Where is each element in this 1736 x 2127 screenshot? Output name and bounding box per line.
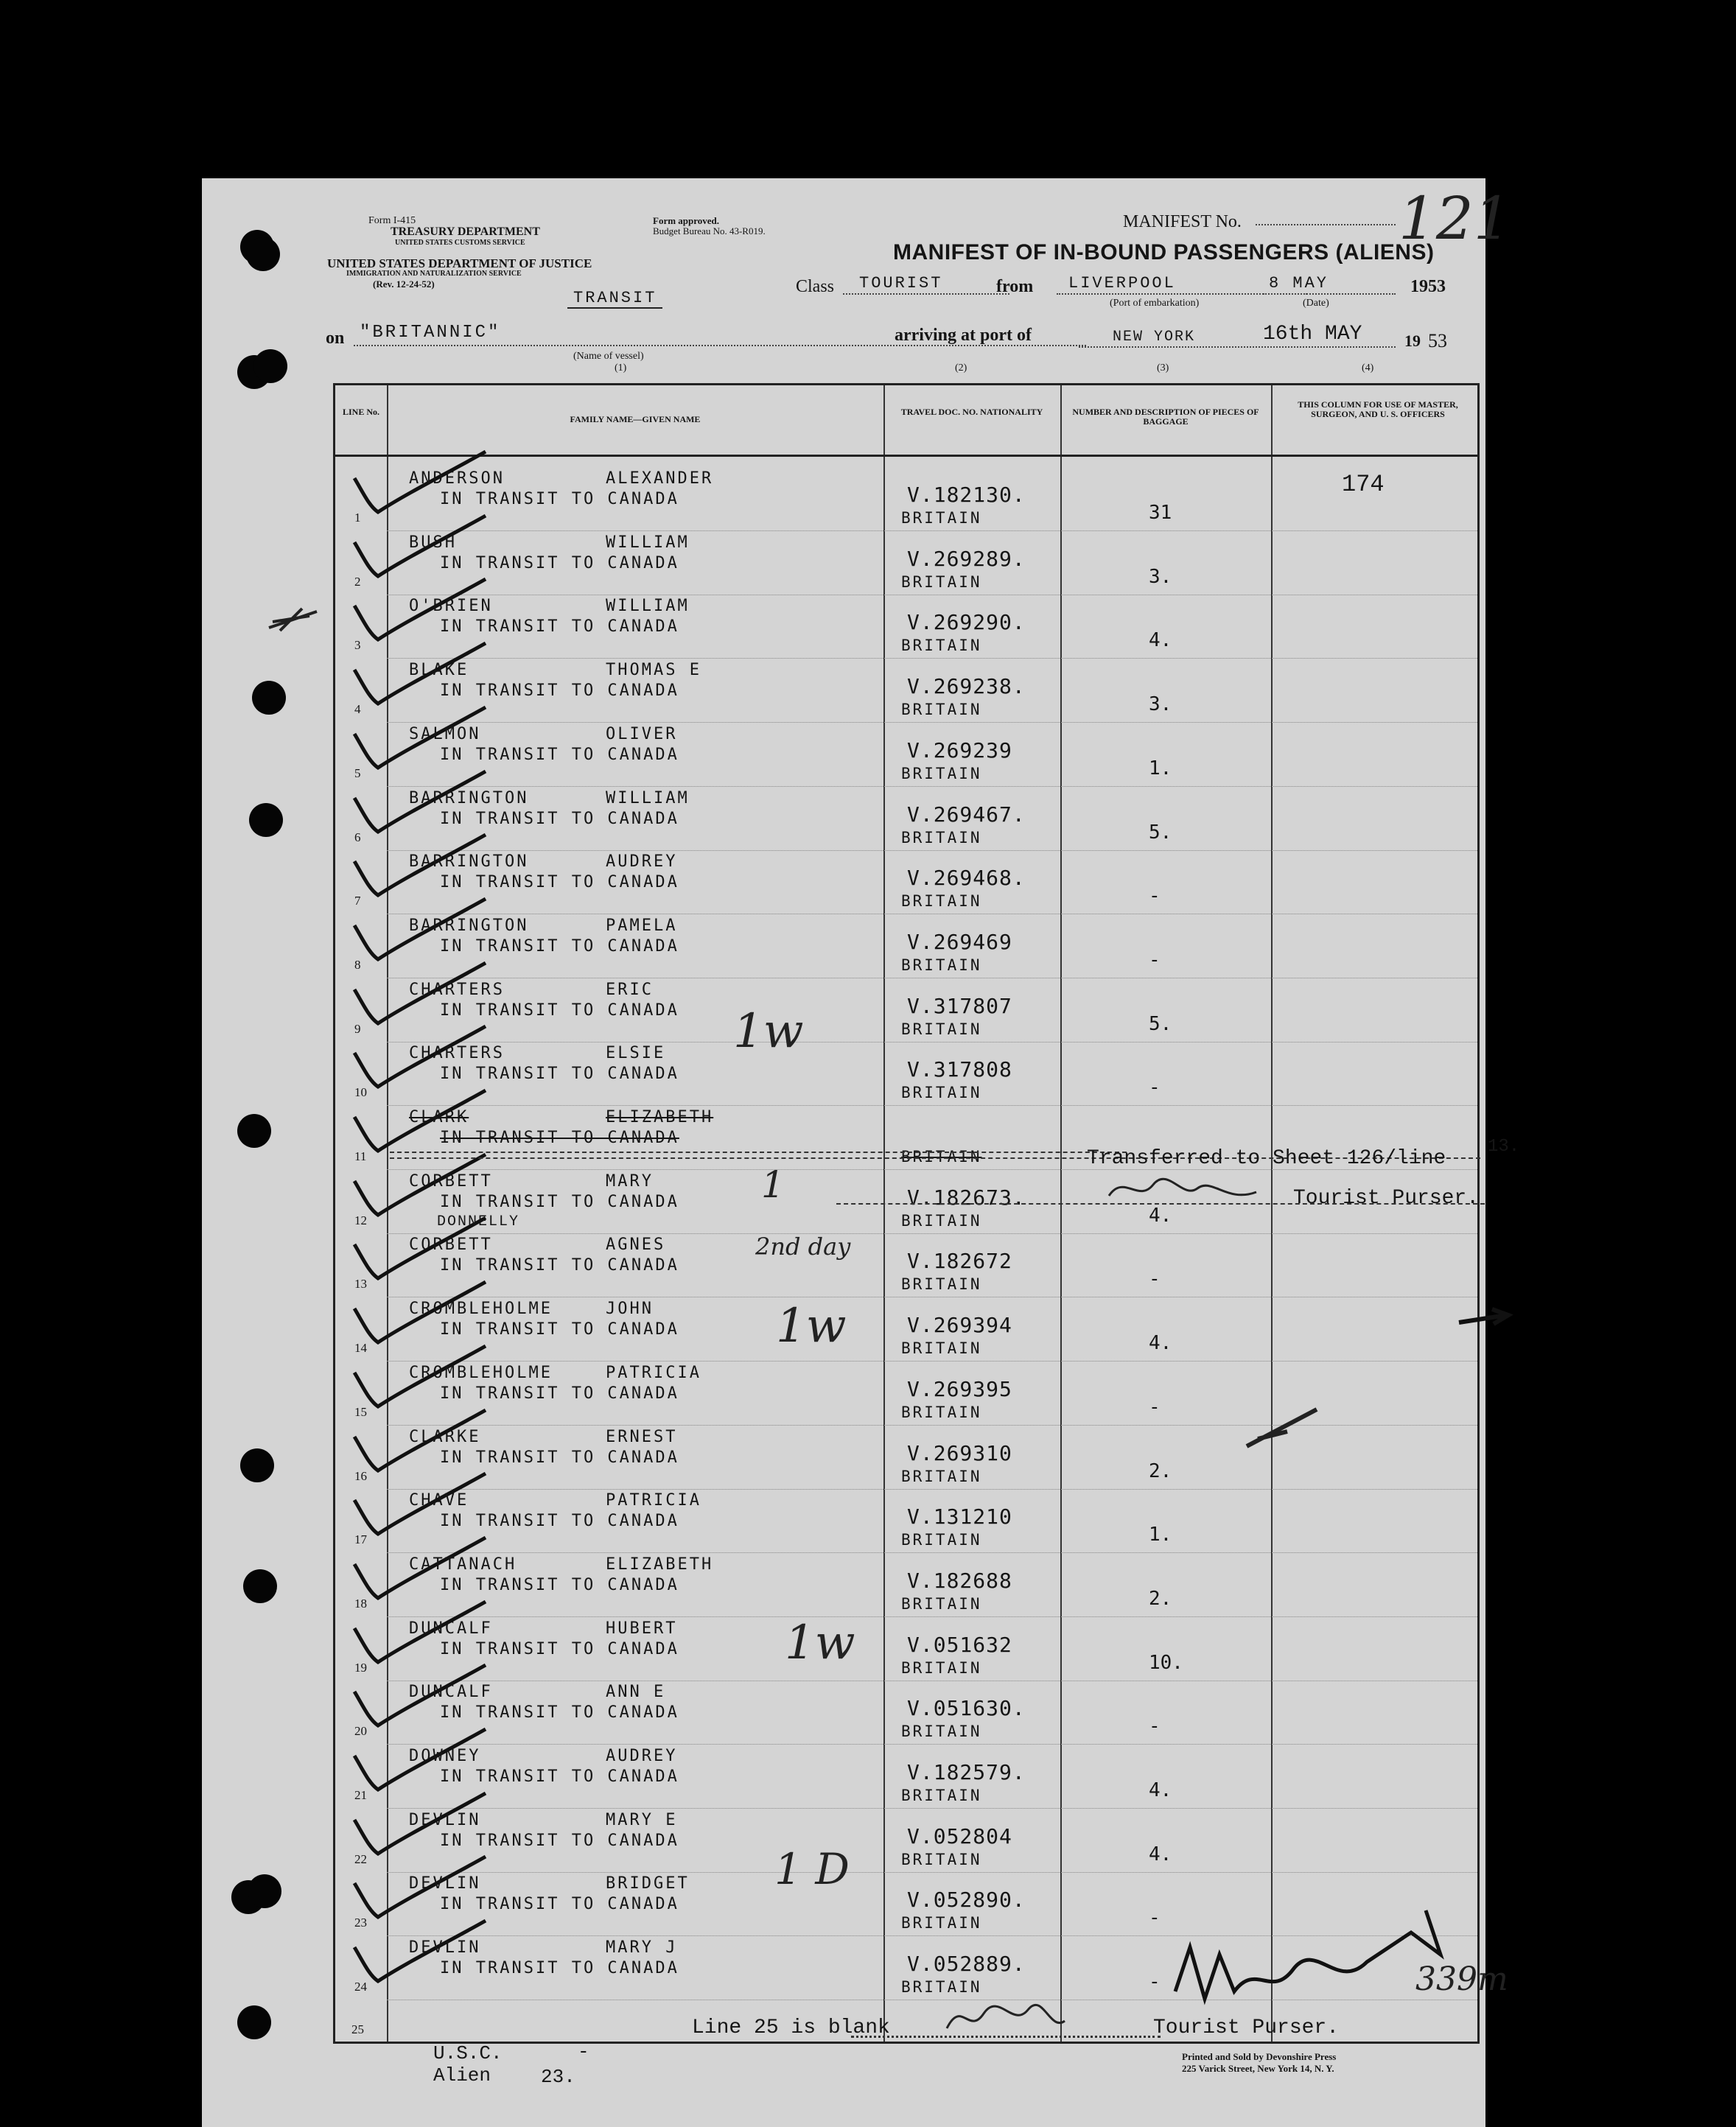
transit-note: IN TRANSIT TO CANADA [440, 490, 679, 508]
travel-doc-number: V.269238. [907, 674, 1026, 699]
table-row [335, 915, 1477, 978]
line-number: 24 [354, 1980, 367, 1994]
given-name: MARY [606, 1171, 654, 1191]
given-name: WILLIAM [606, 597, 690, 616]
nationality: BRITAIN [901, 1723, 982, 1741]
binder-hole [252, 681, 286, 715]
table-row [335, 1490, 1477, 1553]
travel-doc-number: V.269469 [907, 929, 1012, 954]
line-number: 15 [354, 1404, 367, 1419]
table-row [335, 659, 1477, 723]
nationality: BRITAIN [901, 572, 982, 591]
line-25-number: 25 [351, 2022, 364, 2036]
baggage-count: 5. [1149, 821, 1172, 844]
transit-note: IN TRANSIT TO CANADA [440, 1320, 679, 1339]
family-name: DUNCALF [409, 1683, 493, 1702]
class-label: Class [796, 277, 835, 296]
justice-dept: UNITED STATES DEPARTMENT OF JUSTICE [327, 256, 592, 270]
baggage-count: 4. [1149, 1204, 1172, 1227]
travel-doc-number: V.269394 [907, 1313, 1012, 1338]
table-row [335, 1554, 1477, 1617]
transit-note: IN TRANSIT TO CANADA [440, 873, 679, 892]
usc-value: - [578, 2041, 589, 2063]
arriving-label: arriving at port of [895, 326, 1032, 345]
travel-doc-number: V.131210 [907, 1504, 1012, 1529]
transit-note: IN TRANSIT TO CANADA [440, 1065, 679, 1084]
vessel-name: "BRITANNIC" [360, 323, 501, 343]
purser-signature-icon [1102, 1166, 1264, 1210]
nationality: BRITAIN [901, 1211, 982, 1230]
column-2-caption: (2) [955, 362, 967, 374]
travel-doc-number: V.269468. [907, 866, 1026, 891]
table-row [335, 468, 1477, 531]
transit-note: IN TRANSIT TO CANADA [440, 1703, 679, 1723]
alien-label: Alien [433, 2064, 491, 2086]
nationality: BRITAIN [901, 828, 982, 847]
correction-donnelly: DONNELLY [437, 1213, 520, 1230]
baggage-count: 2. [1149, 1587, 1172, 1610]
header-line-no: LINE No. [342, 407, 379, 417]
transit-note: IN TRANSIT TO CANADA [440, 1895, 679, 1914]
family-name: DUNCALF [409, 1619, 493, 1638]
line-number: 1 [354, 511, 361, 525]
family-name: O'BRIEN [409, 597, 493, 616]
manifest-label: MANIFEST No. [1123, 212, 1242, 231]
line-number: 21 [354, 1788, 367, 1802]
nationality: BRITAIN [901, 637, 982, 655]
table-row [335, 595, 1477, 659]
hw-note-line-13: 2nd day [755, 1233, 851, 1261]
arrow-mark-icon [1455, 1305, 1514, 1334]
nationality: BRITAIN [901, 1084, 982, 1102]
customs-service: UNITED STATES CUSTOMS SERVICE [395, 239, 525, 247]
given-name: MARY J [606, 1938, 678, 1958]
arrival-year: 53 [1428, 330, 1447, 351]
line-number: 11 [354, 1149, 367, 1163]
manifest-title: MANIFEST OF IN-BOUND PASSENGERS (ALIENS) [893, 240, 1435, 264]
transit-note: IN TRANSIT TO CANADA [440, 1639, 679, 1658]
nationality: BRITAIN [901, 509, 982, 527]
hw-note-line-10: 1w [733, 1004, 804, 1059]
baggage-count: 4. [1149, 1843, 1172, 1865]
travel-doc-number: V.269467. [907, 802, 1026, 827]
family-name: CHARTERS [409, 1044, 505, 1063]
baggage-count: - [1149, 1076, 1161, 1099]
nationality: BRITAIN [901, 1914, 982, 1932]
baggage-count: - [1149, 1395, 1161, 1418]
header-baggage: NUMBER AND DESCRIPTION OF PIECES OF BAGGAGE [1072, 407, 1259, 427]
given-name: ALEXANDER [606, 469, 714, 488]
transit-note: IN TRANSIT TO CANADA [440, 809, 679, 828]
family-name: CROMBLEHOLME [409, 1363, 553, 1382]
table-row [335, 723, 1477, 787]
column-1-caption: (1) [615, 362, 627, 374]
given-name: WILLIAM [606, 533, 690, 552]
revision: (Rev. 12-24-52) [373, 278, 435, 290]
nationality: BRITAIN [901, 701, 982, 719]
binder-hole [237, 1114, 271, 1148]
travel-doc-number: V.317807 [907, 993, 1012, 1018]
from-label: from [996, 277, 1034, 296]
family-name: DEVLIN [409, 1938, 481, 1958]
nationality: BRITAIN [901, 1275, 982, 1294]
line-25-blank: Line 25 is blank [692, 2016, 890, 2039]
table-row [335, 1043, 1477, 1106]
transfer-line-number: 13. [1488, 1137, 1520, 1157]
travel-doc-number: V.182673. [907, 1185, 1026, 1210]
family-name: CORBETT [409, 1171, 493, 1191]
transit-note: IN TRANSIT TO CANADA [440, 1001, 679, 1020]
printer-line-1: Printed and Sold by Devonshire Press [1182, 2051, 1337, 2062]
port-underline [1079, 346, 1396, 348]
table-row [335, 1618, 1477, 1681]
travel-doc-number: V.182579. [907, 1760, 1026, 1784]
family-name: CHAVE [409, 1491, 469, 1510]
departure-year: 1953 [1410, 277, 1446, 296]
hw-note-line-19: 1w [785, 1616, 855, 1670]
line-number: 7 [354, 894, 361, 908]
binder-hole [240, 1448, 274, 1482]
given-name: ANN E [606, 1683, 666, 1702]
line-25-purser: Tourist Purser. [1153, 2016, 1340, 2039]
form-approved: Form approved. [653, 215, 720, 226]
family-name: BARRINGTON [409, 852, 529, 872]
given-name: ELSIE [606, 1044, 666, 1063]
travel-doc-number: V.317808 [907, 1057, 1012, 1082]
given-name: ELIZABETH [606, 1108, 714, 1126]
nationality: BRITAIN [901, 1850, 982, 1868]
date-underline [1263, 293, 1396, 295]
date-caption: (Date) [1303, 298, 1329, 309]
travel-doc-number: V.182672 [907, 1249, 1012, 1274]
manifest-number: 121 [1399, 184, 1511, 253]
travel-doc-number: V.052889. [907, 1952, 1026, 1977]
nationality: BRITAIN [901, 1403, 982, 1421]
travel-doc-number: V.269290. [907, 610, 1026, 635]
check-mark-icon [349, 1918, 489, 1999]
family-name: BARRINGTON [409, 916, 529, 935]
travel-doc-number: V.269239 [907, 737, 1012, 763]
arrival-year-prefix: 19 [1404, 332, 1421, 350]
line-number: 8 [354, 957, 361, 972]
family-name: CLARK [409, 1108, 469, 1126]
transit-note: IN TRANSIT TO CANADA [440, 553, 679, 572]
on-label: on [326, 329, 345, 348]
baggage-count: 31 [1149, 502, 1172, 524]
alien-value: 23. [541, 2066, 575, 2088]
line-number: 18 [354, 1596, 367, 1611]
arrival-date: 16th MAY [1263, 323, 1362, 346]
officer-number: 174 [1342, 471, 1385, 498]
line-number: 3 [354, 638, 361, 653]
travel-doc-number: V.269395 [907, 1376, 1012, 1401]
line-25-signature-icon [939, 1991, 1072, 2043]
given-name: ERNEST [606, 1427, 678, 1446]
baggage-count: 3. [1149, 565, 1172, 588]
family-name: SALMON [409, 724, 481, 743]
baggage-count: 4. [1149, 1779, 1172, 1801]
binder-hole [246, 237, 280, 271]
given-name: AGNES [606, 1236, 666, 1255]
given-name: ELIZABETH [606, 1555, 714, 1574]
nationality: BRITAIN [901, 1467, 982, 1485]
port-caption: (Port of embarkation) [1110, 298, 1200, 309]
form-number: Form I-415 [368, 215, 416, 226]
binder-hole [243, 1569, 277, 1603]
nationality: BRITAIN [901, 1978, 982, 1997]
header-officer: THIS COLUMN FOR USE OF MASTER, SURGEON, AND U. S. OFFICERS [1298, 399, 1458, 419]
budget-bureau: Budget Bureau No. 43-R019. [653, 225, 766, 236]
treasury-dept: TREASURY DEPARTMENT [391, 225, 540, 238]
travel-doc-number: V.182130. [907, 483, 1026, 507]
family-name: ANDERSON [409, 469, 505, 488]
check-mark-icon [1243, 1402, 1324, 1461]
family-name: CLARKE [409, 1427, 481, 1446]
nationality: BRITAIN [901, 1531, 982, 1549]
baggage-count: 5. [1149, 1012, 1172, 1035]
given-name: JOHN [606, 1300, 654, 1319]
given-name: PAMELA [606, 916, 678, 935]
nationality: BRITAIN [901, 1148, 982, 1166]
header-travel-doc: TRAVEL DOC. NO. NATIONALITY [900, 407, 1043, 417]
line-number: 22 [354, 1851, 367, 1866]
nationality: BRITAIN [901, 764, 982, 782]
baggage-count: - [1149, 1907, 1161, 1930]
transit-note: IN TRANSIT TO CANADA [440, 681, 679, 701]
travel-doc-number: V.052890. [907, 1888, 1026, 1913]
nationality: BRITAIN [901, 1787, 982, 1804]
family-name: CATTANACH [409, 1555, 517, 1574]
hw-note-line-12: 1 [761, 1163, 785, 1206]
baggage-count: 10. [1149, 1651, 1183, 1674]
line-number: 13 [354, 1277, 367, 1292]
hw-note-line-14: 1w [776, 1299, 847, 1353]
transit-note: IN TRANSIT TO CANADA [440, 1767, 679, 1786]
travel-doc-number: V.051630. [907, 1696, 1026, 1721]
line-number: 4 [354, 702, 361, 717]
transit-note: IN TRANSIT TO CANADA [440, 1192, 679, 1211]
margin-mark-icon [265, 606, 324, 635]
given-name: MARY E [606, 1810, 678, 1829]
line-number: 12 [354, 1213, 367, 1227]
vessel-caption: (Name of vessel) [573, 351, 644, 362]
baggage-count: - [1149, 948, 1161, 971]
transfer-purser: Tourist Purser. [1293, 1187, 1480, 1210]
table-row [335, 1745, 1477, 1809]
table-row [335, 1298, 1477, 1362]
given-name: PATRICIA [606, 1491, 701, 1510]
transit-note: IN TRANSIT TO CANADA [440, 1959, 679, 1978]
travel-doc-number: V.269310 [907, 1440, 1012, 1465]
family-name: CHARTERS [409, 980, 505, 999]
given-name: PATRICIA [606, 1363, 701, 1382]
nationality: BRITAIN [901, 956, 982, 974]
line-number: 23 [354, 1916, 367, 1930]
family-name: BUSH [409, 533, 457, 552]
transit-note: IN TRANSIT TO CANADA [440, 745, 679, 764]
column-3-caption: (3) [1157, 362, 1169, 374]
family-name: DOWNEY [409, 1747, 481, 1765]
travel-doc-number: V.182688 [907, 1568, 1012, 1593]
family-name: BLAKE [409, 661, 469, 680]
from-value: LIVERPOOL [1068, 274, 1176, 292]
nationality: BRITAIN [901, 1020, 982, 1038]
baggage-count: 4. [1149, 1332, 1172, 1355]
transit-note: IN TRANSIT TO CANADA [440, 1575, 679, 1594]
given-name: OLIVER [606, 724, 678, 743]
transit-stamp: TRANSIT [567, 289, 662, 309]
transit-note: IN TRANSIT TO CANADA [440, 1256, 679, 1275]
table-row [335, 532, 1477, 595]
baggage-count: 1. [1149, 1524, 1172, 1546]
baggage-count: - [1149, 1268, 1161, 1291]
transfer-note: Transferred to Sheet 126/line [1087, 1147, 1446, 1170]
nationality: BRITAIN [901, 1594, 982, 1613]
given-name: THOMAS E [606, 661, 701, 680]
binder-hole [253, 349, 287, 383]
family-name: DEVLIN [409, 1874, 481, 1893]
transit-note: IN TRANSIT TO CANADA [440, 1831, 679, 1850]
table-row [335, 851, 1477, 914]
given-name: WILLIAM [606, 788, 690, 807]
given-name: AUDREY [606, 1747, 678, 1765]
family-name: BARRINGTON [409, 788, 529, 807]
nationality: BRITAIN [901, 1339, 982, 1358]
nationality: BRITAIN [901, 1658, 982, 1677]
baggage-count: 2. [1149, 1460, 1172, 1482]
binder-hole [248, 1874, 281, 1908]
travel-doc-number: V.051632 [907, 1632, 1012, 1657]
line-number: 20 [354, 1724, 367, 1739]
line-number: 5 [354, 765, 361, 780]
baggage-count: - [1149, 1715, 1161, 1738]
table-row [335, 1809, 1477, 1873]
baggage-count: 4. [1149, 629, 1172, 652]
transit-note: IN TRANSIT TO CANADA [440, 1512, 679, 1531]
table-row [335, 788, 1477, 851]
transfer-strike-line [390, 1152, 1127, 1153]
printer-line-2: 225 Varick Street, New York 14, N. Y. [1182, 2063, 1334, 2074]
transit-note: IN TRANSIT TO CANADA [440, 1384, 679, 1403]
travel-doc-number: V.269289. [907, 546, 1026, 571]
hw-note-line-22: 1 D [774, 1844, 850, 1894]
given-name: AUDREY [606, 852, 678, 872]
family-name: DEVLIN [409, 1810, 481, 1829]
travel-doc-number: V.052804 [907, 1823, 1012, 1849]
column-4-caption: (4) [1362, 362, 1374, 374]
table-row [335, 979, 1477, 1043]
usc-label: U.S.C. [433, 2042, 503, 2064]
transit-note: IN TRANSIT TO CANADA [440, 936, 679, 956]
baggage-count: - [1149, 885, 1161, 908]
family-name: CORBETT [409, 1236, 493, 1255]
given-name: HUBERT [606, 1619, 678, 1638]
arrival-port: NEW YORK [1113, 329, 1196, 346]
line-number: 6 [354, 830, 361, 844]
given-name: ERIC [606, 980, 654, 999]
transit-note: IN TRANSIT TO CANADA [440, 1129, 679, 1147]
baggage-count: - [1149, 1971, 1161, 1994]
header-name: FAMILY NAME—GIVEN NAME [570, 414, 701, 424]
line-number: 17 [354, 1532, 367, 1547]
given-name: BRIDGET [606, 1874, 690, 1893]
table-row [335, 1681, 1477, 1745]
binder-hole [249, 803, 283, 837]
manifest-underline [1256, 224, 1396, 225]
binder-hole [237, 2005, 271, 2039]
ins-service: IMMIGRATION AND NATURALIZATION SERVICE [346, 270, 522, 278]
line-number: 9 [354, 1021, 361, 1036]
family-name: CROMBLEHOLME [409, 1300, 553, 1319]
departure-date: 8 MAY [1269, 274, 1329, 292]
class-underline [843, 293, 1009, 295]
hw-339: 339m [1415, 1960, 1508, 1998]
transit-note: IN TRANSIT TO CANADA [440, 617, 679, 637]
class-value: TOURIST [859, 274, 943, 292]
nationality: BRITAIN [901, 892, 982, 911]
transit-note: IN TRANSIT TO CANADA [440, 1448, 679, 1467]
line-number: 2 [354, 574, 361, 589]
baggage-count: 1. [1149, 757, 1172, 779]
line-number: 16 [354, 1468, 367, 1483]
baggage-count: 3. [1149, 693, 1172, 716]
line-number: 10 [354, 1085, 367, 1100]
table-row [335, 1234, 1477, 1297]
line-number: 19 [354, 1660, 367, 1675]
manifest-table [333, 383, 1520, 2044]
line-number: 14 [354, 1341, 367, 1356]
